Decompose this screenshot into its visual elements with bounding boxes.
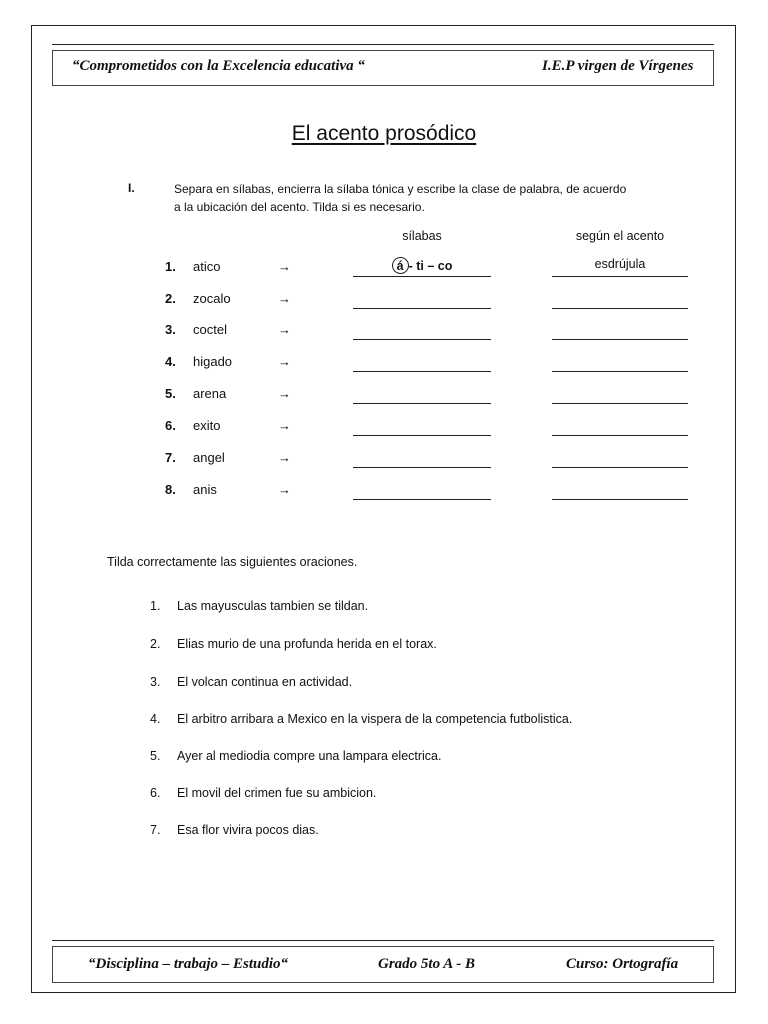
item-number: 3.: [165, 322, 176, 337]
accent-answer-line[interactable]: [552, 339, 688, 340]
section-instructions: [174, 180, 626, 216]
accent-answer-line[interactable]: [552, 371, 688, 372]
accent-answer-line[interactable]: [552, 499, 688, 500]
accent-answer: esdrújula: [594, 257, 646, 271]
sentence-text: El volcan continua en actividad.: [177, 675, 353, 689]
column-header-syllables: sílabas: [402, 229, 442, 243]
header-rule-inner: [52, 50, 714, 51]
sentence-text: Elias murio de una profunda herida en el torax.: [177, 637, 437, 651]
sentence-number: 1.: [150, 599, 161, 613]
exercise-row: [0, 450, 768, 470]
section2-instructions: Tilda correctamente las siguientes oraciones.: [107, 555, 358, 569]
item-word: anis: [193, 482, 217, 497]
header-school: I.E.P virgen de Vírgenes: [542, 58, 694, 74]
item-word: higado: [193, 354, 233, 369]
item-number: 2.: [165, 291, 176, 306]
arrow-icon: →: [278, 418, 291, 433]
header-border-right: [713, 50, 714, 85]
footer-grade: Grado 5to A - B: [378, 956, 475, 972]
footer-rule-inner: [52, 946, 714, 947]
item-word: zocalo: [193, 291, 231, 306]
footer-rule-top: [52, 940, 714, 941]
syllable-answer-line[interactable]: [353, 403, 491, 404]
arrow-icon: →: [278, 482, 291, 497]
header-motto: “Comprometidos con la Excelencia educativa “: [72, 58, 365, 74]
arrow-icon: →: [278, 450, 291, 465]
arrow-icon: →: [278, 386, 291, 401]
instruction-line-1: Separa en sílabas, encierra la sílaba tónica y escribe la clase de palabra, de acuerdo: [174, 182, 627, 196]
accent-answer-line[interactable]: [552, 308, 688, 309]
sentence-number: 5.: [150, 749, 161, 763]
item-word: atico: [193, 259, 221, 274]
item-number: 4.: [165, 354, 176, 369]
item-word: angel: [193, 450, 225, 465]
exercise-row: [0, 291, 768, 311]
exercise-row: [0, 386, 768, 406]
sentence-text: Esa flor vivira pocos dias.: [177, 823, 319, 837]
page-title: El acento prosódico: [291, 122, 477, 145]
sentence-number: 6.: [150, 786, 161, 800]
item-number: 6.: [165, 418, 176, 433]
sentence-number: 7.: [150, 823, 161, 837]
exercise-row: [0, 482, 768, 502]
sentence-number: 3.: [150, 675, 161, 689]
arrow-icon: →: [278, 322, 291, 337]
item-number: 5.: [165, 386, 176, 401]
header-rule-top: [52, 44, 714, 45]
item-word: exito: [193, 418, 221, 433]
item-word: arena: [193, 386, 227, 401]
footer-rule-bottom: [52, 982, 714, 983]
tonic-syllable-circle: á: [392, 257, 409, 274]
footer-motto: “Disciplina – trabajo – Estudio“: [88, 956, 289, 972]
section-number: I.: [128, 181, 135, 195]
arrow-icon: →: [278, 291, 291, 306]
syllable-answer-line[interactable]: [353, 308, 491, 309]
accent-answer-line[interactable]: [552, 276, 688, 277]
sentence-text: El movil del crimen fue su ambicion.: [177, 786, 377, 800]
syllable-answer-line[interactable]: [353, 276, 491, 277]
exercise-row: [0, 322, 768, 342]
header-rule-bottom: [52, 85, 714, 86]
item-number: 7.: [165, 450, 176, 465]
instruction-line-2: a la ubicación del acento. Tilda si es necesario.: [174, 200, 425, 214]
syllable-answer-line[interactable]: [353, 435, 491, 436]
arrow-icon: →: [278, 354, 291, 369]
sentence-text: Las mayusculas tambien se tildan.: [177, 599, 369, 613]
syllable-answer-line[interactable]: [353, 371, 491, 372]
exercise-row: [0, 354, 768, 374]
exercise-row: [0, 259, 768, 279]
item-word: coctel: [193, 322, 227, 337]
item-number: 8.: [165, 482, 176, 497]
accent-answer-line[interactable]: [552, 467, 688, 468]
footer-border-left: [52, 946, 53, 982]
sentence-text: Ayer al mediodia compre una lampara electrica.: [177, 749, 442, 763]
arrow-icon: →: [278, 259, 291, 274]
page-frame: [31, 25, 736, 993]
column-header-accent: según el acento: [575, 229, 665, 243]
syllable-rest: - ti – co: [408, 259, 453, 273]
sentence-number: 4.: [150, 712, 161, 726]
accent-answer-line[interactable]: [552, 403, 688, 404]
syllable-answer-line[interactable]: [353, 339, 491, 340]
syllable-answer-line[interactable]: [353, 499, 491, 500]
header-border-left: [52, 50, 53, 85]
sentence-text: El arbitro arribara a Mexico en la vispera de la competencia futbolistica.: [177, 712, 573, 726]
item-number: 1.: [165, 259, 176, 274]
sentence-number: 2.: [150, 637, 161, 651]
footer-border-right: [713, 946, 714, 982]
exercise-row: [0, 418, 768, 438]
syllable-answer-line[interactable]: [353, 467, 491, 468]
accent-answer-line[interactable]: [552, 435, 688, 436]
syllable-answer: [353, 257, 491, 274]
footer-course: Curso: Ortografía: [566, 956, 679, 972]
